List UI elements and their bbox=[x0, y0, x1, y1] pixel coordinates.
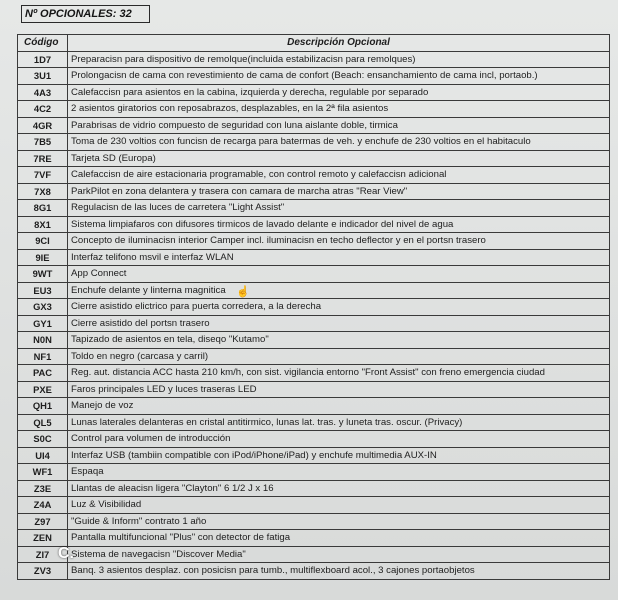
options-table bbox=[17, 34, 610, 580]
table-row bbox=[18, 315, 610, 332]
option-code: 1D7 bbox=[18, 51, 68, 68]
option-code: 7B5 bbox=[18, 134, 68, 151]
option-description: Cierre asistido del portsn trasero bbox=[68, 315, 610, 332]
option-description: Tarjeta SD (Europa) bbox=[68, 150, 610, 167]
table-row bbox=[18, 299, 610, 316]
option-code: 3U1 bbox=[18, 68, 68, 85]
table-row bbox=[18, 233, 610, 250]
option-description: Tapizado de asientos en tela, diseqo "Kutamo" bbox=[68, 332, 610, 349]
option-code: 8G1 bbox=[18, 200, 68, 217]
option-description: Cierre asistido elictrico para puerta corredera, a la derecha bbox=[68, 299, 610, 316]
table-row bbox=[18, 200, 610, 217]
option-description: App Connect bbox=[68, 266, 610, 283]
table-row bbox=[18, 183, 610, 200]
table-row bbox=[18, 68, 610, 85]
table-row bbox=[18, 480, 610, 497]
option-code: 9IE bbox=[18, 249, 68, 266]
option-description: Manejo de voz bbox=[68, 398, 610, 415]
table-row bbox=[18, 134, 610, 151]
options-count-title: Nº OPCIONALES: 32 bbox=[21, 5, 150, 23]
option-description: Llantas de aleacisn ligera "Clayton" 6 1/2 J x 16 bbox=[68, 480, 610, 497]
option-description: ParkPilot en zona delantera y trasera con camara de marcha atras "Rear View" bbox=[68, 183, 610, 200]
option-code: 4C2 bbox=[18, 101, 68, 118]
option-code: 7X8 bbox=[18, 183, 68, 200]
option-description: Concepto de iluminacisn interior Camper incl. iluminacisn en techo deflector y en el portsn trasero bbox=[68, 233, 610, 250]
option-description: Faros principales LED y luces traseras LED bbox=[68, 381, 610, 398]
table-row bbox=[18, 282, 610, 299]
option-description: Control para volumen de introducción bbox=[68, 431, 610, 448]
watermark-logo: C. bbox=[58, 545, 74, 562]
table-row bbox=[18, 513, 610, 530]
table-row bbox=[18, 150, 610, 167]
table-row bbox=[18, 546, 610, 563]
option-description: Banq. 3 asientos desplaz. con posicisn para tumb., multiflexboard acol., 3 cajones portaobjetos bbox=[68, 563, 610, 580]
option-description: "Guide & Inform" contrato 1 año bbox=[68, 513, 610, 530]
option-description: Espaqa bbox=[68, 464, 610, 481]
table-row bbox=[18, 249, 610, 266]
table-row bbox=[18, 167, 610, 184]
option-description: Interfaz USB (tambiin compatible con iPod/iPhone/iPad) y enchufe multimedia AUX-IN bbox=[68, 447, 610, 464]
option-code: 9CI bbox=[18, 233, 68, 250]
option-description: Regulacisn de las luces de carretera "Light Assist" bbox=[68, 200, 610, 217]
option-code: UI4 bbox=[18, 447, 68, 464]
option-code: PAC bbox=[18, 365, 68, 382]
option-code: Z3E bbox=[18, 480, 68, 497]
option-description: Prolongacisn de cama con revestimiento de cama de confort (Beach: ensanchamiento de cama incl, portaob.) bbox=[68, 68, 610, 85]
option-code: 9WT bbox=[18, 266, 68, 283]
option-description: Parabrisas de vidrio compuesto de seguridad con luna aislante doble, tirmica bbox=[68, 117, 610, 134]
option-description: Lunas laterales delanteras en cristal antitirmico, lunas lat. tras. y luneta tras. oscur. (Privacy) bbox=[68, 414, 610, 431]
option-code: 8X1 bbox=[18, 216, 68, 233]
table-row bbox=[18, 447, 610, 464]
table-row bbox=[18, 117, 610, 134]
option-code: WF1 bbox=[18, 464, 68, 481]
table-row bbox=[18, 332, 610, 349]
table-row bbox=[18, 414, 610, 431]
table-row bbox=[18, 497, 610, 514]
table-row bbox=[18, 266, 610, 283]
hand-cursor-icon: ☝ bbox=[236, 286, 250, 298]
option-description: Enchufe delante y linterna magnitica bbox=[68, 282, 610, 299]
table-row bbox=[18, 431, 610, 448]
table-row bbox=[18, 101, 610, 118]
option-description: Calefaccisn para asientos en la cabina, izquierda y derecha, regulable por separado bbox=[68, 84, 610, 101]
table-row bbox=[18, 530, 610, 547]
table-row bbox=[18, 365, 610, 382]
option-description: Pantalla multifuncional "Plus" con detector de fatiga bbox=[68, 530, 610, 547]
option-code: GY1 bbox=[18, 315, 68, 332]
option-description: Luz & Visibilidad bbox=[68, 497, 610, 514]
option-code: ZEN bbox=[18, 530, 68, 547]
option-description: Toma de 230 voltios con funcisn de recarga para batermas de veh. y enchufe de 230 voltios en el habitaculo bbox=[68, 134, 610, 151]
column-header-code: Código bbox=[18, 35, 68, 52]
option-code: 7RE bbox=[18, 150, 68, 167]
option-code: Z97 bbox=[18, 513, 68, 530]
table-row bbox=[18, 563, 610, 580]
option-code: 7VF bbox=[18, 167, 68, 184]
option-code: N0N bbox=[18, 332, 68, 349]
option-code: S0C bbox=[18, 431, 68, 448]
option-description: Calefaccisn de aire estacionaria programable, con control remoto y calefaccisn adicional bbox=[68, 167, 610, 184]
option-code: ZI7 bbox=[18, 546, 68, 563]
option-code: 4GR bbox=[18, 117, 68, 134]
option-description: Preparacisn para dispositivo de remolque(incluida estabilizacisn para remolques) bbox=[68, 51, 610, 68]
option-code: 4A3 bbox=[18, 84, 68, 101]
table-row bbox=[18, 398, 610, 415]
option-code: Z4A bbox=[18, 497, 68, 514]
option-code: QH1 bbox=[18, 398, 68, 415]
option-code: QL5 bbox=[18, 414, 68, 431]
table-row bbox=[18, 84, 610, 101]
option-code: EU3 bbox=[18, 282, 68, 299]
option-description: Reg. aut. distancia ACC hasta 210 km/h, con sist. vigilancia entorno "Front Assist" con freno emergencia ciudad bbox=[68, 365, 610, 382]
option-description: Sistema limpiafaros con difusores tirmicos de lavado delante e indicador del nivel de agua bbox=[68, 216, 610, 233]
option-description: 2 asientos giratorios con reposabrazos, desplazables, en la 2ª fila asientos bbox=[68, 101, 610, 118]
option-code: GX3 bbox=[18, 299, 68, 316]
table-row bbox=[18, 51, 610, 68]
option-description: Sistema de navegacisn "Discover Media" bbox=[68, 546, 610, 563]
column-header-description: Descripción Opcional bbox=[68, 35, 610, 52]
option-description: Toldo en negro (carcasa y carril) bbox=[68, 348, 610, 365]
option-description: Interfaz telifono msvil e interfaz WLAN bbox=[68, 249, 610, 266]
option-code: PXE bbox=[18, 381, 68, 398]
option-code: NF1 bbox=[18, 348, 68, 365]
table-row bbox=[18, 464, 610, 481]
table-row bbox=[18, 381, 610, 398]
table-header-row bbox=[18, 35, 610, 52]
table-row bbox=[18, 216, 610, 233]
option-code: ZV3 bbox=[18, 563, 68, 580]
table-row bbox=[18, 348, 610, 365]
